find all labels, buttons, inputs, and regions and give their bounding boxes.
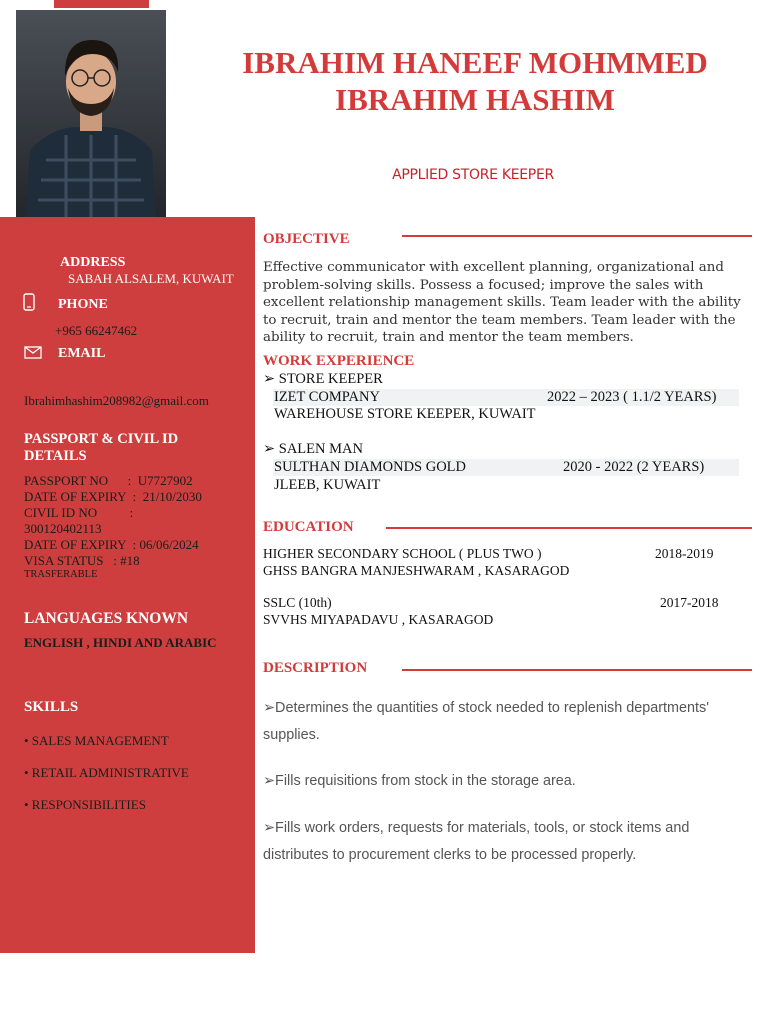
description-divider [402,669,752,671]
skill-item: • SALES MANAGEMENT [24,733,169,748]
civil-id-value: 300120402113 [24,521,102,536]
edu-school: HIGHER SECONDARY SCHOOL ( PLUS TWO ) [263,546,542,561]
edu-years: 2017-2018 [660,595,719,610]
work-title: WORK EXPERIENCE [263,353,415,369]
phone-icon [22,293,36,316]
education-divider [386,527,752,529]
job-role: ➢ STORE KEEPER [263,371,383,387]
name-line-1: IBRAHIM HANEEF MOHMMED [242,45,708,80]
visa-status: VISA STATUS : #18 [24,553,140,568]
address-label: ADDRESS [60,255,126,270]
job-location: WAREHOUSE STORE KEEPER, KUWAIT [274,406,536,422]
email-value[interactable]: Ibrahimhashim208982@gmail.com [24,393,209,408]
job-company: IZET COMPANY [274,389,380,405]
name-line-2: IBRAHIM HASHIM [335,82,615,117]
email-icon [24,346,42,364]
edu-years: 2018-2019 [655,546,714,561]
passport-no: PASSPORT NO : U7727902 [24,473,193,488]
job-period: 2020 - 2022 (2 YEARS) [563,459,705,475]
email-label: EMAIL [58,346,106,361]
job-title: APPLIED STORE KEEPER [392,167,554,183]
description-item: ➢Determines the quantities of stock needed to replenish departments' supplies. [263,700,709,743]
resume-name [205,44,745,118]
address-value: SABAH ALSALEM, KUWAIT [68,271,234,286]
passport-title-line2: DETAILS [24,448,87,464]
phone-label: PHONE [58,297,108,312]
job-period: 2022 – 2023 ( 1.1/2 YEARS) [547,389,717,405]
job-role: ➢ SALEN MAN [263,441,363,457]
civil-id-label: CIVIL ID NO : [24,505,134,520]
objective-title: OBJECTIVE [263,231,350,247]
education-title: EDUCATION [263,519,354,535]
languages-value: ENGLISH , HINDI AND ARABIC [24,635,217,650]
edu-place: GHSS BANGRA MANJESHWARAM , KASARAGOD [263,563,570,578]
passport-expiry: DATE OF EXPIRY : 21/10/2030 [24,489,202,504]
description-item: ➢Fills work orders, requests for materials, tools, or stock items and distributes to procurement clerks to be processed properly. [263,820,690,863]
profile-photo [16,10,166,217]
skill-item: • RESPONSIBILITIES [24,797,146,812]
languages-title: LANGUAGES KNOWN [24,610,189,627]
job-location: JLEEB, KUWAIT [274,477,381,493]
sidebar [0,217,255,953]
top-accent-bar [54,0,149,8]
skill-item: • RETAIL ADMINISTRATIVE [24,765,189,780]
skills-title: SKILLS [24,699,79,715]
passport-title-line1: PASSPORT & CIVIL ID [24,431,179,447]
description-item: ➢Fills requisitions from stock in the storage area. [263,773,576,789]
objective-divider [402,235,752,237]
description-title: DESCRIPTION [263,660,368,676]
phone-value: +965 66247462 [55,323,138,338]
civil-expiry: DATE OF EXPIRY : 06/06/2024 [24,537,199,552]
edu-place: SVVHS MIYAPADAVU , KASARAGOD [263,612,494,627]
job-company: SULTHAN DIAMONDS GOLD [274,459,466,475]
edu-school: SSLC (10th) [263,595,332,610]
objective-text: Effective communicator with excellent planning, organizational and problem-solving skills. Possess a focused; improve the sales with excellent relationship management skills. Team leader with the ability to recruit, train and mentor the team members. Team leader with the ability to recruit, train and mentor the team members. [263,260,741,345]
visa-note: TRASFERABLE [24,569,98,580]
